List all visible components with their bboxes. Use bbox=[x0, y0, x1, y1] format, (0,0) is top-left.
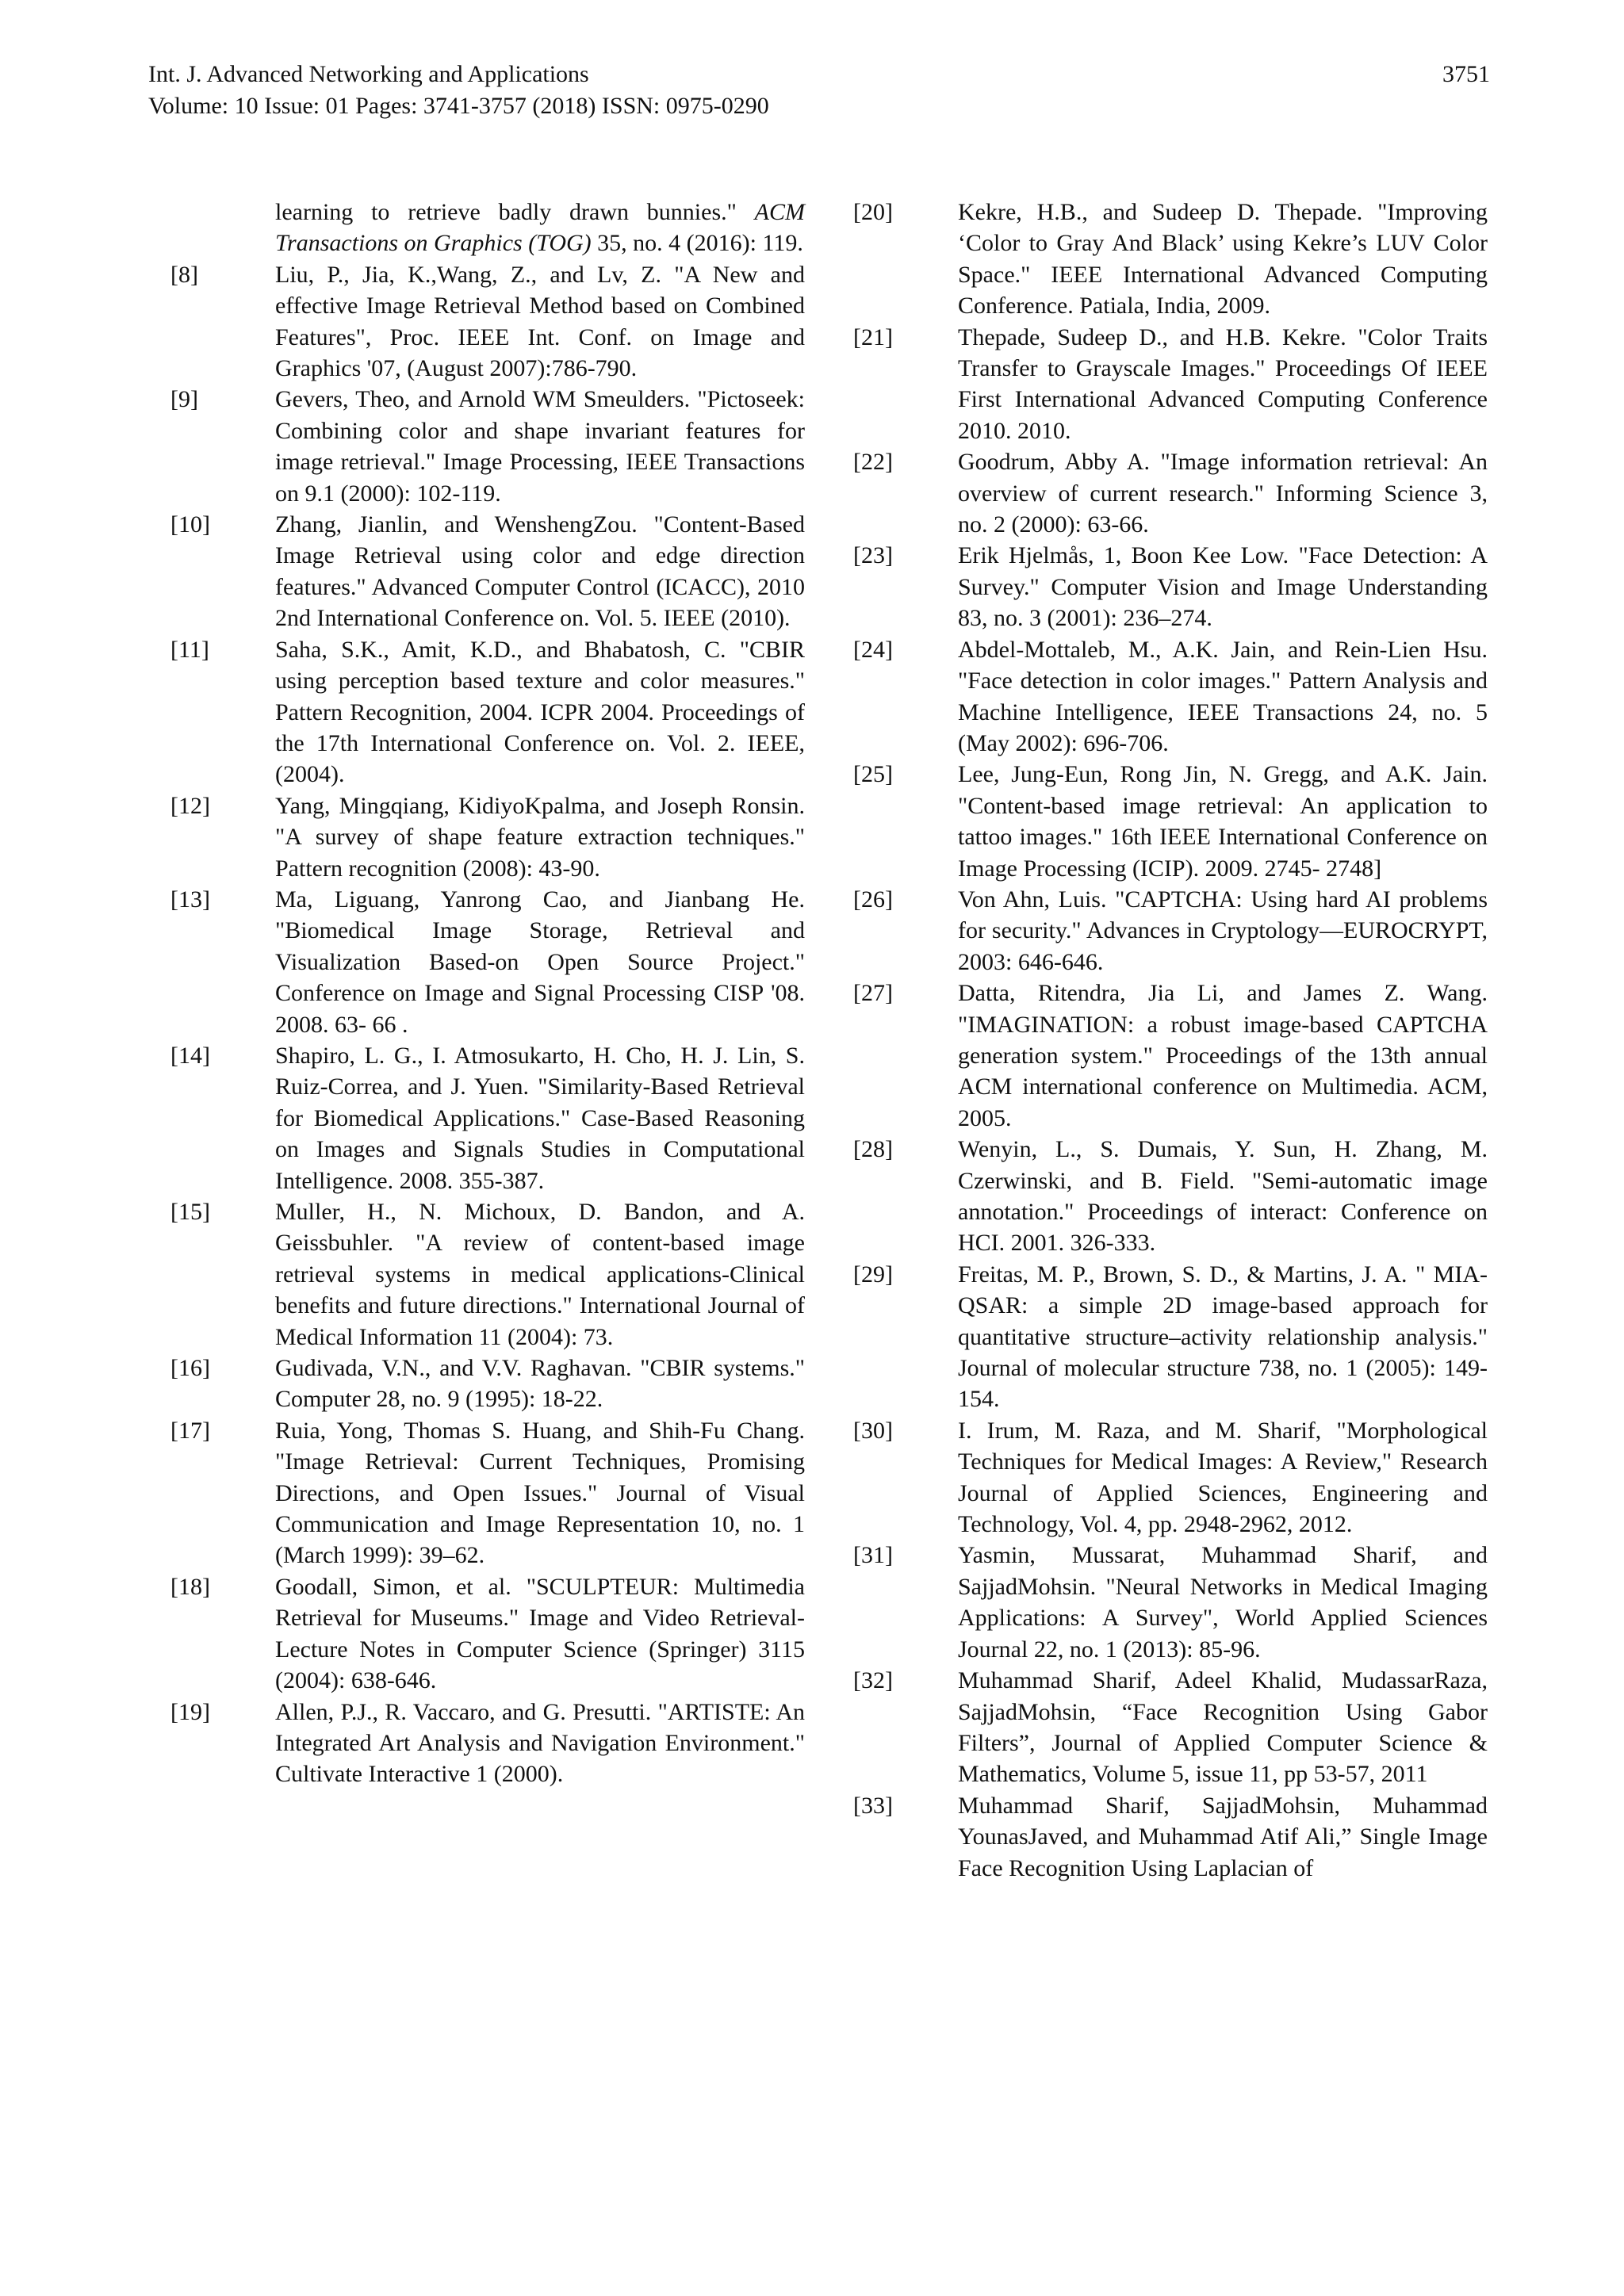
reference-entry bbox=[170, 259, 805, 385]
reference-number: [23] bbox=[853, 542, 893, 569]
continuation-post: 35, no. 4 (2016): 119. bbox=[591, 230, 803, 257]
reference-number: [22] bbox=[853, 449, 893, 476]
reference-number: [14] bbox=[170, 1042, 210, 1069]
reference-number: [27] bbox=[853, 980, 893, 1007]
reference-text: Ruia, Yong, Thomas S. Huang, and Shih-Fu Chang. "Image Retrieval: Current Techniques, Promising Directions, and Open Issues." Journal of Visual Communication and Image Representation 10, no. 1 (March 1999): 39–62. bbox=[275, 1417, 805, 1569]
reference-entry bbox=[170, 1196, 805, 1353]
reference-text: Muhammad Sharif, SajjadMohsin, Muhammad YounasJaved, and Muhammad Atif Ali,” Single Image Face Recognition Using Laplacian of bbox=[958, 1792, 1488, 1881]
reference-text: Abdel-Mottaleb, M., A.K. Jain, and Rein-Lien Hsu. "Face detection in color images." Pattern Analysis and Machine Intelligence, IEEE Transactions 24, no. 5 (May 2002): 696-706. bbox=[958, 636, 1488, 756]
reference-number: [21] bbox=[853, 323, 893, 350]
reference-text: Muller, H., N. Michoux, D. Bandon, and A. Geissbuhler. "A review of content-based image retrieval systems in medical applications-Clinical benefits and future directions." International Journal of Medical Information 11 (2004): 73. bbox=[275, 1199, 805, 1350]
reference-entry bbox=[853, 1259, 1488, 1415]
reference-entry bbox=[170, 1415, 805, 1571]
reference-entry bbox=[853, 540, 1488, 633]
reference-entry bbox=[170, 634, 805, 790]
reference-number: [12] bbox=[170, 792, 210, 819]
reference-number: [13] bbox=[170, 886, 210, 913]
reference-entry bbox=[170, 1697, 805, 1790]
reference-text: Freitas, M. P., Brown, S. D., & Martins, J. A. " MIA-QSAR: a simple 2D image-based approach for quantitative structure–activity relationship analysis." Journal of molecular structure 738, no. 1 (2005): 149-154. bbox=[958, 1261, 1488, 1413]
reference-entry bbox=[853, 759, 1488, 884]
reference-number: [28] bbox=[853, 1136, 893, 1163]
reference-number: [33] bbox=[853, 1792, 893, 1819]
reference-text: Shapiro, L. G., I. Atmosukarto, H. Cho, H. J. Lin, S. Ruiz-Correa, and J. Yuen. "Similarity-Based Retrieval for Biomedical Applications." Case-Based Reasoning on Images and Signals Studies in Computational Intelligence. 2008. 355-387. bbox=[275, 1042, 805, 1194]
reference-text: Erik Hjelmås, 1, Boon Kee Low. "Face Detection: A Survey." Computer Vision and Image Understanding 83, no. 3 (2001): 236–274. bbox=[958, 542, 1488, 632]
reference-number: [24] bbox=[853, 636, 893, 663]
continuation-pre: learning to retrieve badly drawn bunnies." bbox=[275, 199, 755, 225]
right-reference-list bbox=[853, 197, 1488, 1884]
volume-info: Volume: 10 Issue: 01 Pages: 3741-3757 (2018) ISSN: 0975-0290 bbox=[148, 93, 769, 119]
reference-text: Wenyin, L., S. Dumais, Y. Sun, H. Zhang, M. Czerwinski, and B. Field. "Semi-automatic image annotation." Proceedings of interact: Conference on HCI. 2001. 326-333. bbox=[958, 1136, 1488, 1257]
reference-text: Allen, P.J., R. Vaccaro, and G. Presutti. "ARTISTE: An Integrated Art Analysis and Navigation Environment." Cultivate Interactive 1 (2000). bbox=[275, 1698, 805, 1788]
reference-entry bbox=[853, 1540, 1488, 1665]
reference-entry bbox=[170, 509, 805, 634]
reference-text: I. Irum, M. Raza, and M. Sharif, "Morphological Techniques for Medical Images: A Review," Research Journal of Applied Sciences, Engineering and Technology, Vol. 4, pp. 2948-2962, 2012. bbox=[958, 1417, 1488, 1538]
left-reference-list bbox=[170, 259, 805, 1790]
reference-number: [17] bbox=[170, 1417, 210, 1444]
reference-number: [32] bbox=[853, 1667, 893, 1694]
reference-entry bbox=[853, 1415, 1488, 1540]
journal-title: Int. J. Advanced Networking and Applications bbox=[148, 61, 589, 87]
reference-number: [29] bbox=[853, 1261, 893, 1288]
reference-text: Yasmin, Mussarat, Muhammad Sharif, and SajjadMohsin. "Neural Networks in Medical Imaging Applications: A Survey", World Applied Sciences Journal 22, no. 1 (2013): 85-96. bbox=[958, 1542, 1488, 1663]
reference-number: [15] bbox=[170, 1199, 210, 1225]
reference-text: Von Ahn, Luis. "CAPTCHA: Using hard AI problems for security." Advances in Cryptology—EUROCRYPT, 2003: 646-646. bbox=[958, 886, 1488, 975]
reference-entry bbox=[853, 197, 1488, 322]
reference-entry bbox=[853, 446, 1488, 540]
reference-text: Muhammad Sharif, Adeel Khalid, MudassarRaza, SajjadMohsin, “Face Recognition Using Gabor Filters”, Journal of Applied Computer Science & Mathematics, Volume 5, issue 11, pp 53-57, 2011 bbox=[958, 1667, 1488, 1788]
reference-number: [16] bbox=[170, 1355, 210, 1382]
page-number: 3751 bbox=[1442, 61, 1490, 87]
reference-number: [18] bbox=[170, 1573, 210, 1600]
reference-entry bbox=[170, 790, 805, 884]
reference-entry bbox=[170, 884, 805, 1040]
reference-entry bbox=[853, 978, 1488, 1134]
reference-text: Datta, Ritendra, Jia Li, and James Z. Wang. "IMAGINATION: a robust image-based CAPTCHA generation system." Proceedings of the 13th annual ACM international conference on Multimedia. ACM, 2005. bbox=[958, 980, 1488, 1131]
reference-entry bbox=[853, 1790, 1488, 1884]
reference-number: [20] bbox=[853, 199, 893, 225]
reference-text: Kekre, H.B., and Sudeep D. Thepade. "Improving ‘Color to Gray And Black’ using Kekre’s LUV Color Space." IEEE International Advanced Computing Conference. Patiala, India, 2009. bbox=[958, 199, 1488, 320]
reference-entry bbox=[170, 1353, 805, 1415]
reference-text: Saha, S.K., Amit, K.D., and Bhabatosh, C. "CBIR using perception based texture and color measures." Pattern Recognition, 2004. ICPR 2004. Proceedings of the 17th International Conference on. Vol. 2. IEEE, (2004). bbox=[275, 636, 805, 788]
reference-entry bbox=[853, 884, 1488, 978]
reference-number: [19] bbox=[170, 1698, 210, 1725]
reference-text: Goodrum, Abby A. "Image information retrieval: An overview of current research." Informing Science 3, no. 2 (2000): 63-66. bbox=[958, 449, 1488, 538]
reference-continuation bbox=[170, 197, 805, 259]
reference-entry bbox=[170, 1571, 805, 1697]
reference-text: Ma, Liguang, Yanrong Cao, and Jianbang He. "Biomedical Image Storage, Retrieval and Visualization Based-on Open Source Project." Conference on Image and Signal Processing CISP '08. 2008. 63- 66 . bbox=[275, 886, 805, 1038]
page-header bbox=[148, 59, 1490, 122]
reference-number: [8] bbox=[170, 261, 198, 288]
reference-text: Liu, P., Jia, K.,Wang, Z., and Lv, Z. "A New and effective Image Retrieval Method based on Combined Features", Proc. IEEE Int. Conf. on Image and Graphics '07, (August 2007):786-790. bbox=[275, 261, 805, 382]
reference-number: [9] bbox=[170, 386, 198, 413]
reference-entry bbox=[170, 1040, 805, 1196]
reference-text: Goodall, Simon, et al. "SCULPTEUR: Multimedia Retrieval for Museums." Image and Video Retrieval-Lecture Notes in Computer Science (Springer) 3115 (2004): 638-646. bbox=[275, 1573, 805, 1694]
reference-text: Yang, Mingqiang, KidiyoKpalma, and Joseph Ronsin. "A survey of shape feature extraction techniques." Pattern recognition (2008): 43-90. bbox=[275, 792, 805, 882]
reference-text: Lee, Jung-Eun, Rong Jin, N. Gregg, and A.K. Jain. "Content-based image retrieval: An application to tattoo images." 16th IEEE International Conference on Image Processing (ICIP). 2009. 2745- 2748] bbox=[958, 761, 1488, 882]
reference-number: [30] bbox=[853, 1417, 893, 1444]
left-column bbox=[170, 197, 805, 1790]
reference-number: [26] bbox=[853, 886, 893, 913]
reference-text: Zhang, Jianlin, and WenshengZou. "Content-Based Image Retrieval using color and edge direction features." Advanced Computer Control (ICACC), 2010 2nd International Conference on. Vol. 5. IEEE (2010). bbox=[275, 511, 805, 632]
reference-text: Thepade, Sudeep D., and H.B. Kekre. "Color Traits Transfer to Grayscale Images." Proceedings Of IEEE First International Advanced Computing Conference 2010. 2010. bbox=[958, 323, 1488, 444]
right-column bbox=[853, 197, 1488, 1884]
reference-entry bbox=[853, 322, 1488, 447]
reference-number: [10] bbox=[170, 511, 210, 538]
reference-entry bbox=[853, 634, 1488, 760]
reference-entry bbox=[853, 1134, 1488, 1259]
reference-entry bbox=[170, 384, 805, 509]
reference-number: [31] bbox=[853, 1542, 893, 1569]
reference-entry bbox=[853, 1665, 1488, 1790]
reference-number: [11] bbox=[170, 636, 209, 663]
reference-text: Gudivada, V.N., and V.V. Raghavan. "CBIR systems." Computer 28, no. 9 (1995): 18-22. bbox=[275, 1355, 805, 1413]
reference-text: Gevers, Theo, and Arnold WM Smeulders. "Pictoseek: Combining color and shape invariant features for image retrieval." Image Processing, IEEE Transactions on 9.1 (2000): 102-119. bbox=[275, 386, 805, 507]
continuation-italic: ACM Transactions on Graphics (TOG) bbox=[275, 199, 805, 257]
reference-number: [25] bbox=[853, 761, 893, 788]
